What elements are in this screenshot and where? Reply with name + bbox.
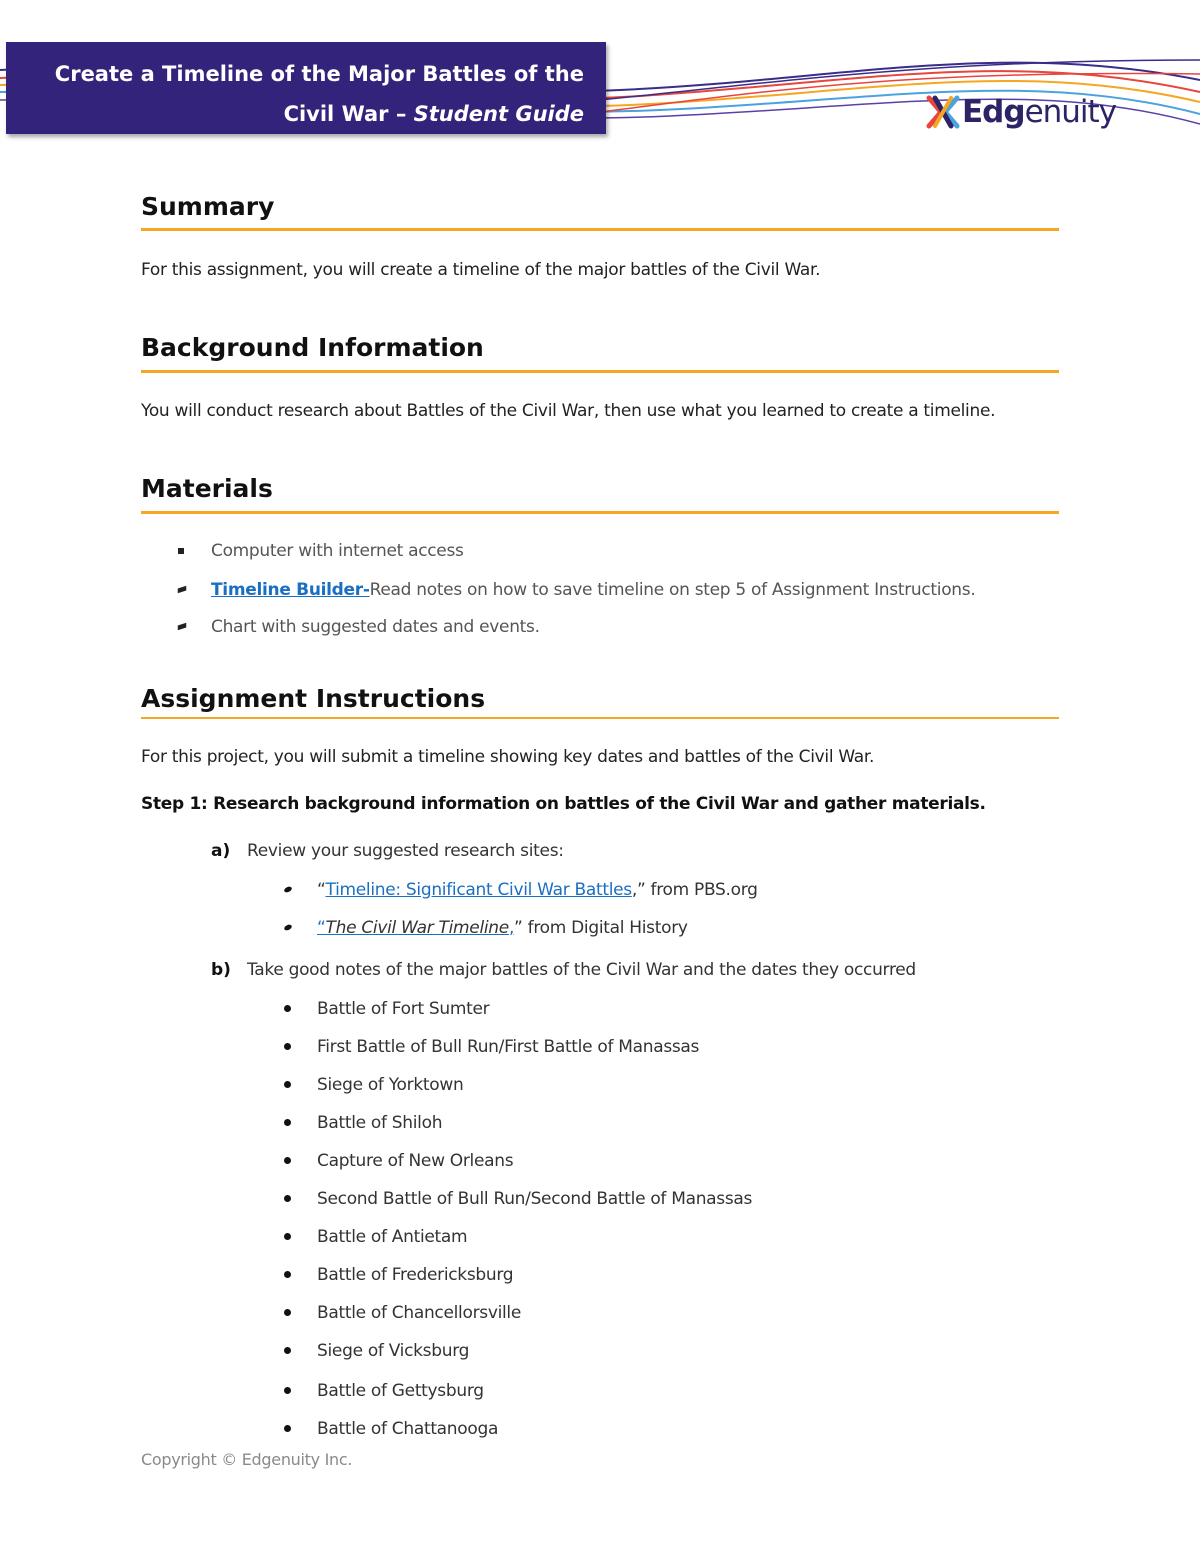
sub-step-b-text: Take good notes of the major battles of the Civil War and the dates they occurred bbox=[247, 960, 916, 980]
materials-heading: Materials bbox=[141, 474, 273, 503]
materials-item-chart: Chart with suggested dates and events. bbox=[211, 617, 540, 637]
instructions-divider bbox=[141, 717, 1059, 719]
battle-item: Battle of Antietam bbox=[317, 1227, 468, 1247]
edgenuity-logo bbox=[926, 92, 1116, 132]
bullet-icon bbox=[284, 1119, 291, 1126]
timeline-builder-link[interactable]: Timeline Builder- bbox=[211, 580, 370, 600]
bullet-icon bbox=[284, 1005, 291, 1012]
source-pbs: “Timeline: Significant Civil War Battles,” from PBS.org bbox=[317, 880, 758, 900]
bullet-icon bbox=[178, 623, 187, 630]
bullet-icon bbox=[283, 924, 292, 932]
edgenuity-x-logo-icon bbox=[926, 95, 960, 129]
bullet-icon bbox=[284, 1195, 291, 1202]
source-digital-history: “The Civil War Timeline,” from Digital History bbox=[317, 918, 688, 938]
materials-divider bbox=[141, 511, 1059, 514]
bullet-icon bbox=[284, 1081, 291, 1088]
summary-text: For this assignment, you will create a timeline of the major battles of the Civil War. bbox=[141, 260, 821, 280]
bullet-icon bbox=[284, 1043, 291, 1050]
title-line-1: Create a Timeline of the Major Battles of the bbox=[54, 62, 584, 86]
battle-item: Battle of Fort Sumter bbox=[317, 999, 490, 1019]
bullet-icon bbox=[283, 886, 292, 894]
bullet-icon bbox=[178, 548, 184, 554]
battle-item: Battle of Fredericksburg bbox=[317, 1265, 514, 1285]
battle-item: Battle of Chancellorsville bbox=[317, 1303, 522, 1323]
summary-heading: Summary bbox=[141, 192, 275, 221]
bullet-icon bbox=[284, 1387, 291, 1394]
battle-item: Capture of New Orleans bbox=[317, 1151, 514, 1171]
title-line-2: Civil War – Student Guide bbox=[283, 102, 584, 126]
sub-step-a-text: Review your suggested research sites: bbox=[247, 841, 564, 861]
instructions-heading: Assignment Instructions bbox=[141, 684, 486, 713]
copyright-footer: Copyright © Edgenuity Inc. bbox=[141, 1450, 353, 1469]
bullet-icon bbox=[178, 586, 187, 593]
digital-history-link[interactable]: “The Civil War Timeline, bbox=[317, 918, 515, 938]
battle-item: Siege of Yorktown bbox=[317, 1075, 464, 1095]
document-title-banner bbox=[6, 42, 606, 134]
background-divider bbox=[141, 370, 1059, 373]
bullet-icon bbox=[284, 1347, 291, 1354]
background-text: You will conduct research about Battles of the Civil War, then use what you learned to create a timeline. bbox=[141, 401, 996, 421]
sub-step-a-label: a) bbox=[211, 841, 231, 861]
step-1-heading: Step 1: Research background information on battles of the Civil War and gather materials. bbox=[141, 794, 986, 814]
bullet-icon bbox=[284, 1233, 291, 1240]
pbs-timeline-link[interactable]: Timeline: Significant Civil War Battles bbox=[325, 880, 632, 900]
sub-step-b-label: b) bbox=[211, 960, 231, 980]
battle-item: Second Battle of Bull Run/Second Battle of Manassas bbox=[317, 1189, 753, 1209]
bullet-icon bbox=[284, 1425, 291, 1432]
bullet-icon bbox=[284, 1157, 291, 1164]
materials-item-timeline-builder: Timeline Builder-Read notes on how to save timeline on step 5 of Assignment Instructions. bbox=[211, 580, 976, 600]
battle-item: First Battle of Bull Run/First Battle of Manassas bbox=[317, 1037, 700, 1057]
summary-divider bbox=[141, 228, 1059, 231]
materials-item-computer: Computer with internet access bbox=[211, 541, 464, 561]
battle-item: Siege of Vicksburg bbox=[317, 1341, 470, 1361]
battle-item: Battle of Chattanooga bbox=[317, 1419, 499, 1439]
logo-wordmark: Edgenuity bbox=[962, 94, 1117, 130]
background-heading: Background Information bbox=[141, 333, 484, 362]
bullet-icon bbox=[284, 1271, 291, 1278]
instructions-intro: For this project, you will submit a timeline showing key dates and battles of the Civil War. bbox=[141, 747, 875, 767]
bullet-icon bbox=[284, 1309, 291, 1316]
battle-item: Battle of Gettysburg bbox=[317, 1381, 484, 1401]
battle-item: Battle of Shiloh bbox=[317, 1113, 443, 1133]
